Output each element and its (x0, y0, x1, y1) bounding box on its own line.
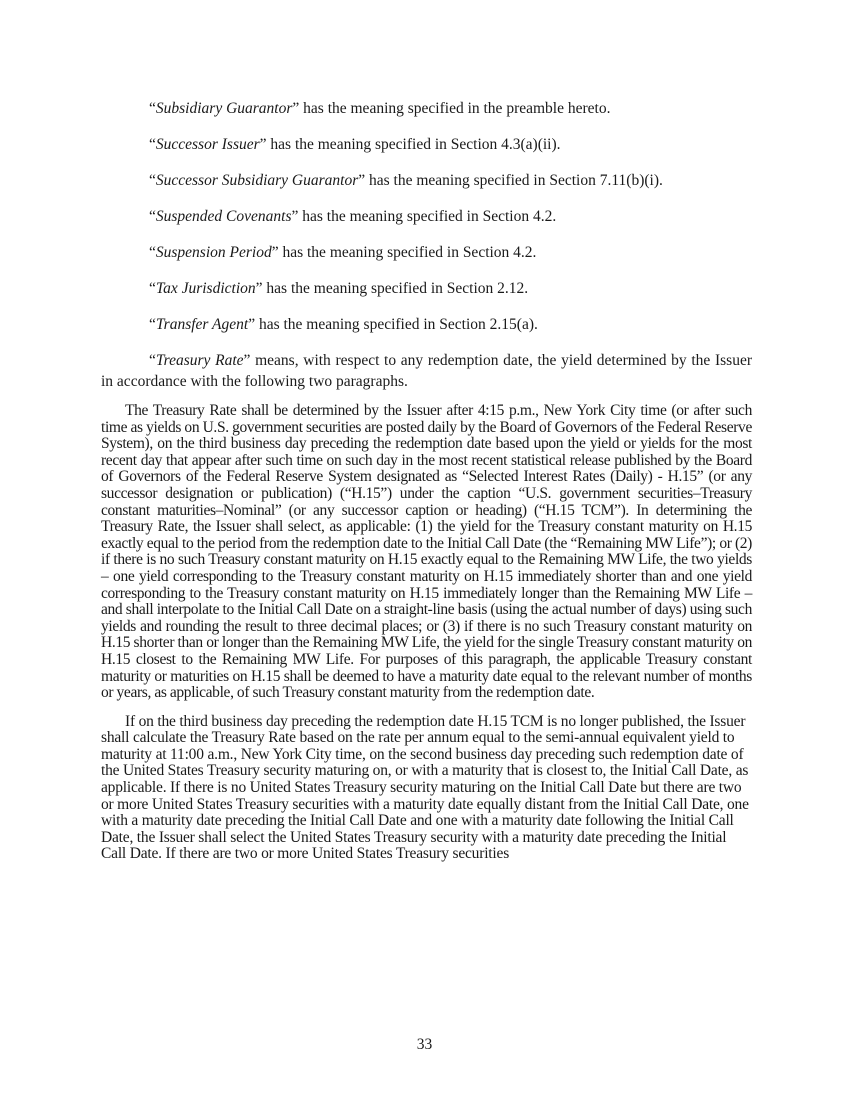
definition-treasury-rate: “Treasury Rate” means, with respect to any redemption date, the yield determined by the Issuer in accordance with the following two paragraphs. (101, 352, 752, 390)
definition-text: has the meaning specified in the preamble hereto. (299, 100, 611, 117)
defined-term: Suspended Covenants (155, 208, 292, 225)
definition-transfer-agent: “Transfer Agent” has the meaning specified in Section 2.15(a). (149, 316, 538, 333)
definition-subsidiary-guarantor: “Subsidiary Guarantor” has the meaning specified in the preamble hereto. (149, 100, 611, 117)
defined-term: Tax Jurisdiction (155, 280, 256, 297)
definition-text: means, with respect to any redemption date, the yield determined by the Issuer in accordance with the following two paragraphs. (101, 352, 752, 390)
definition-successor-subsidiary-guarantor: “Successor Subsidiary Guarantor” has the meaning specified in Section 7.11(b)(i). (149, 172, 663, 189)
definition-text: has the meaning specified in Section 4.3(a)(ii). (266, 136, 561, 153)
defined-term: Successor Subsidiary Guarantor (155, 172, 359, 189)
defined-term: Subsidiary Guarantor (155, 100, 293, 117)
definition-successor-issuer: “Successor Issuer” has the meaning specified in Section 4.3(a)(ii). (149, 136, 561, 153)
definition-suspension-period: “Suspension Period” has the meaning specified in Section 4.2. (149, 244, 537, 261)
defined-term: Suspension Period (155, 244, 272, 261)
definition-tax-jurisdiction: “Tax Jurisdiction” has the meaning specified in Section 2.12. (149, 280, 529, 297)
defined-term: Transfer Agent (155, 316, 249, 333)
document-page (101, 98, 752, 875)
page-number: 33 (416, 1036, 433, 1053)
defined-term: Treasury Rate (155, 352, 244, 369)
definition-text: has the meaning specified in Section 7.11(b)(i). (365, 172, 663, 189)
definition-text: has the meaning specified in Section 2.12. (262, 280, 529, 297)
definition-text: has the meaning specified in Section 4.2. (298, 208, 557, 225)
definition-suspended-covenants: “Suspended Covenants” has the meaning specified in Section 4.2. (149, 208, 557, 225)
body-paragraph: If on the third business day preceding the redemption date H.15 TCM is no longer published, the Issuer shall calculate the Treasury Rate based on the rate per annum equal to the semi-annual equivalent yield to maturity at 11:00 a.m., New York City time, on the second business day preceding such redemption date of the United States Treasury security maturing on, or with a maturity that is closest to, the Initial Call Date, as applicable. If there is no United States Treasury security maturing on the Initial Call Date but there are two or more United States Treasury securities with a maturity date equally distant from the Initial Call Date, one with a maturity date preceding the Initial Call Date and one with a maturity date following the Initial Call Date, the Issuer shall select the United States Treasury security with a maturity date preceding the Initial Call Date. If there are two or more United States Treasury securities (101, 712, 749, 863)
body-paragraph: The Treasury Rate shall be determined by the Issuer after 4:15 p.m., New York City time (or after such time as yields on U.S. government securities are posted daily by the Board of Governors of the Federal Reserve System), on the third business day preceding the redemption date based upon the yield or yields for the most recent day that appear after such time on such day in the most recent statistical release published by the Board of Governors of the Federal Reserve System designated as “Selected Interest Rates (Daily) - H.15” (or any successor designation or publication) (“H.15”) under the caption “U.S. government securities–Treasury constant maturities–Nominal” (or any successor caption or heading) (“H.15 TCM”). In determining the Treasury Rate, the Issuer shall select, as applicable: (1) the yield for the Treasury constant maturity on H.15 exactly equal to the period from the redemption date to the Initial Call Date (the “Remaining MW Life”); or (2) if there is no such Treasury constant maturity on H.15 exactly equal to the Remaining MW Life, the two yields – one yield corresponding to the Treasury constant maturity on H.15 immediately shorter than and one yield corresponding to the Treasury constant maturity on H.15 immediately longer than the Remaining MW Life – and shall interpolate to the Initial Call Date on a straight-line basis (using the actual number of days) using such yields and rounding the result to three decimal places; or (3) if there is no such Treasury constant maturity on H.15 shorter than or longer than the Remaining MW Life, the yield for the single Treasury constant maturity on H.15 closest to the Remaining MW Life. For purposes of this paragraph, the applicable Treasury constant maturity or maturities on H.15 shall be deemed to have a maturity date equal to the relevant number of months or years, as applicable, of such Treasury constant maturity from the redemption date. (101, 402, 752, 702)
definition-text: has the meaning specified in Section 2.15(a). (255, 316, 538, 333)
defined-term: Successor Issuer (155, 136, 260, 153)
definition-text: has the meaning specified in Section 4.2. (278, 244, 537, 261)
